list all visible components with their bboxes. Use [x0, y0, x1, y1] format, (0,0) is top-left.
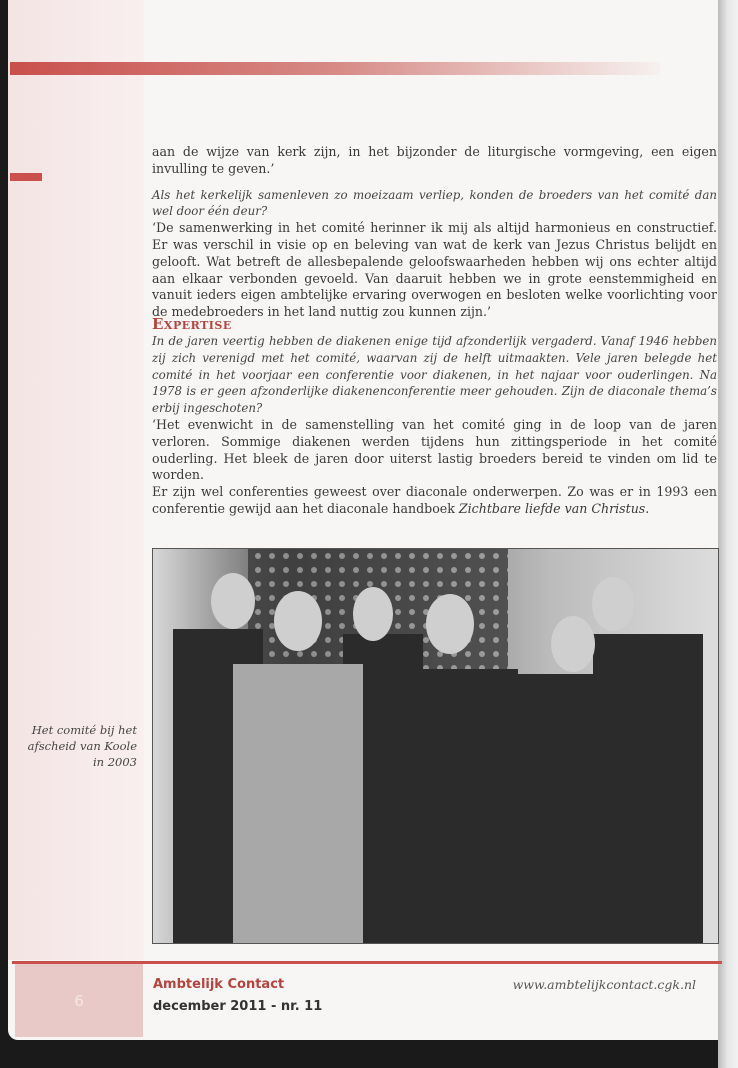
magazine-title: Ambtelijk Contact: [153, 977, 285, 992]
section-heading: Expertise: [152, 315, 232, 333]
margin-accent-mark: [10, 173, 42, 181]
interview-question-1: Als het kerkelijk samenleven zo moeizaam verliep, konden de broeders van het comité dan wel door één deur?: [152, 187, 717, 219]
article-text-expertise: [152, 315, 717, 518]
interview-answer-2: ‘Het evenwicht in de samenstelling van het comité ging in de loop van de jaren verloren. Sommige diakenen werden tijdens hun zittingsperiode in het comité ouderling. Het bleek de jaren door uiterst lastig broeders bereid te vinden om lid te worden.: [152, 416, 717, 483]
left-margin-column: [8, 0, 144, 960]
issue-label: december 2011 - nr. 11: [153, 999, 323, 1014]
interview-answer-1: ‘De samenwerking in het comité herinner ik mij als altijd harmonieus en constructief. Er was verschil in visie op en beleving van wat de kerk van Jezus Christus belijdt en gelooft. Wat betreft de allesbepalende geloofswaarheden hebben wij ons echter altijd aan elkaar verbonden gevoeld. Van daaruit hebben we in grote eenstemmigheid en vanuit ieders eigen ambtelijke ervaring overwogen en besloten welke voorlichting voor de medebroeders in het land nuttig zou kunnen zijn.’: [152, 220, 717, 320]
answer-3-end: .: [645, 500, 650, 516]
header-accent-bar: [10, 62, 660, 75]
group-photo: [152, 548, 719, 944]
page-binding-edge: [718, 0, 738, 1068]
photo-caption: Het comité bij het afscheid van Koole in 2003: [27, 723, 137, 769]
interview-question-2: In de jaren veertig hebben de diakenen enige tijd afzonderlijk vergaderd. Vanaf 1946 hebben zij zich verenigd met het comité, waarvan zij de helft uitmaakten. Vele jaren belegde het comité in het voorjaar een conferentie voor diakenen, in het najaar voor ouderlingen. Na 1978 is er geen afzonderlijke diakenenconferentie meer gehouden. Zijn de diaconale thema’s erbij ingeschoten?: [152, 334, 717, 416]
answer-3-text: Er zijn wel conferenties geweest over diaconale onderwerpen. Zo was er in 1993 een conferentie gewijd aan het diaconale handboek: [152, 484, 717, 516]
group-photo-image: [153, 549, 718, 943]
website-link[interactable]: www.ambtelijkcontact.cgk.nl: [512, 977, 696, 992]
article-text-top: [152, 144, 717, 321]
book-title: Zichtbare liefde van Christus: [458, 500, 646, 516]
page-number: 6: [74, 992, 84, 1010]
interview-answer-3: [152, 484, 717, 518]
intro-paragraph: aan de wijze van kerk zijn, in het bijzonder de liturgische vormgeving, een eigen invulling te geven.’: [152, 144, 717, 176]
